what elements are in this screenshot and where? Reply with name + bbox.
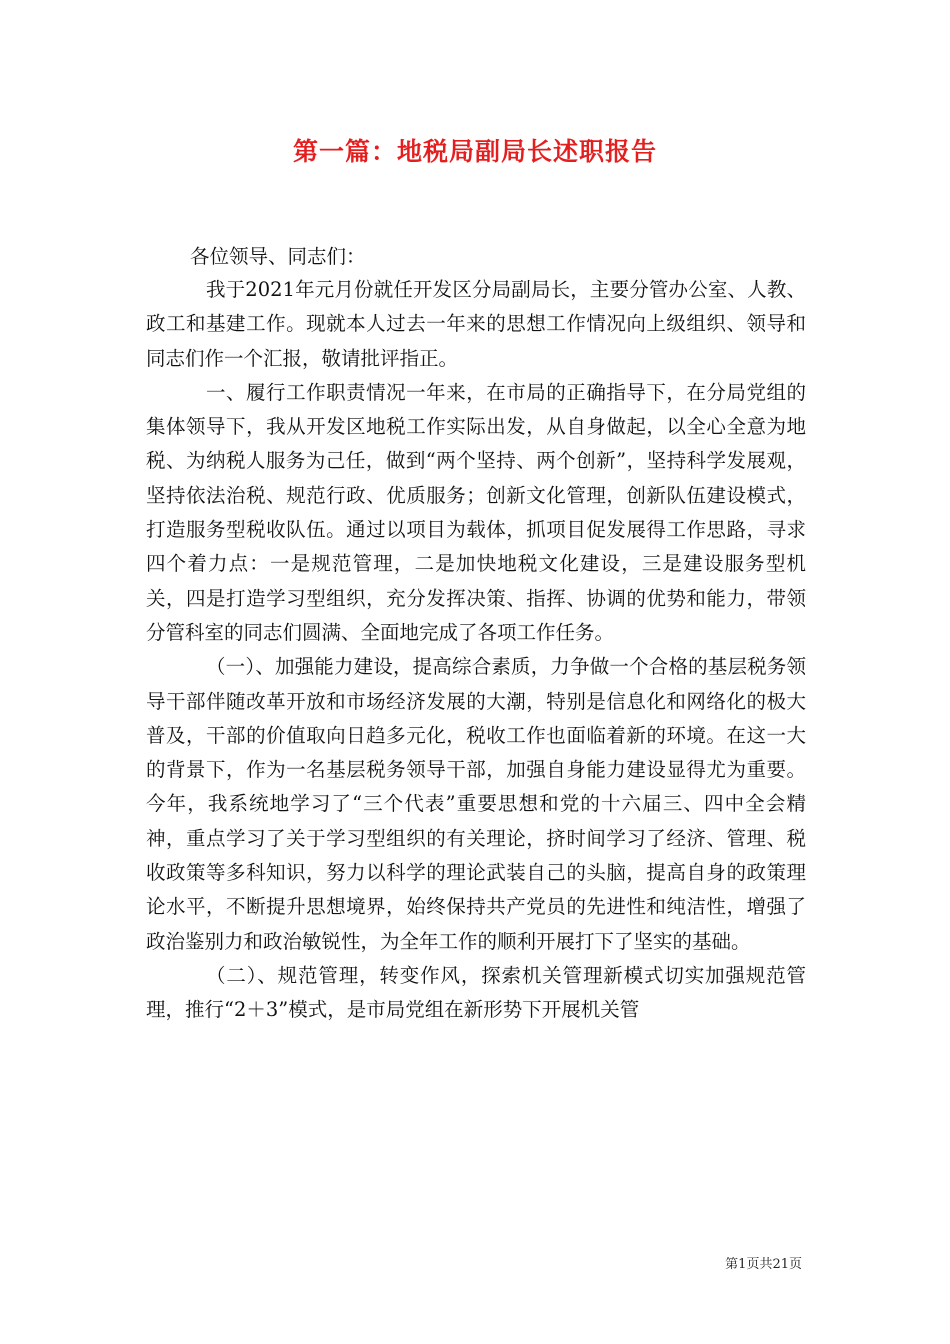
paragraph-4: （二）、规范管理，转变作风，探索机关管理新模式切实加强规范管理，推行“2＋3”模式，是市局党组在新形势下开展机关管 xyxy=(146,963,806,1022)
document-title: 第一篇：地税局副局长述职报告 xyxy=(292,137,657,166)
document-body xyxy=(146,240,806,1028)
paragraph-2: 一、履行工作职责情况一年来，在市局的正确指导下，在分局党组的集体领导下，我从开发区地税工作实际出发，从自身做起，以全心全意为地税、为纳税人服务为己任，做到“两个坚持、两个创新”，坚持科学发展观，坚持依法治税、规范行政、优质服务；创新文化管理，创新队伍建设模式，打造服务型税收队伍。通过以项目为载体，抓项目促发展得工作思路，寻求四个着力点：一是规范管理，二是加快地税文化建设，三是建设服务型机关，四是打造学习型组织，充分发挥决策、指挥、协调的优势和能力，带领分管科室的同志们圆满、全面地完成了各项工作任务。 xyxy=(146,380,806,644)
paragraph-3: （一）、加强能力建设，提高综合素质，力争做一个合格的基层税务领导干部伴随改革开放和市场经济发展的大潮，特别是信息化和网络化的极大普及，干部的价值取向日趋多元化，税收工作也面临着新的环境。在这一大的背景下，作为一名基层税务领导干部，加强自身能力建设显得尤为重要。今年，我系统地学习了“三个代表”重要思想和党的十六届三、四中全会精神，重点学习了关于学习型组织的有关理论，挤时间学习了经济、管理、税收政策等多科知识，努力以科学的理论武装自己的头脑，提高自身的政策理论水平，不断提升思想境界，始终保持共产党员的先进性和纯洁性，增强了政治鉴别力和政治敏锐性，为全年工作的顺利开展打下了坚实的基础。 xyxy=(146,655,806,953)
page-number-footer: 第1页共21页 xyxy=(725,1257,802,1272)
paragraph-1: 我于2021年元月份就任开发区分局副局长，主要分管办公室、人教、政工和基建工作。现就本人过去一年来的思想工作情况向上级组织、领导和同志们作一个汇报，敬请批评指正。 xyxy=(146,278,806,370)
salutation: 各位领导、同志们： xyxy=(190,245,366,268)
